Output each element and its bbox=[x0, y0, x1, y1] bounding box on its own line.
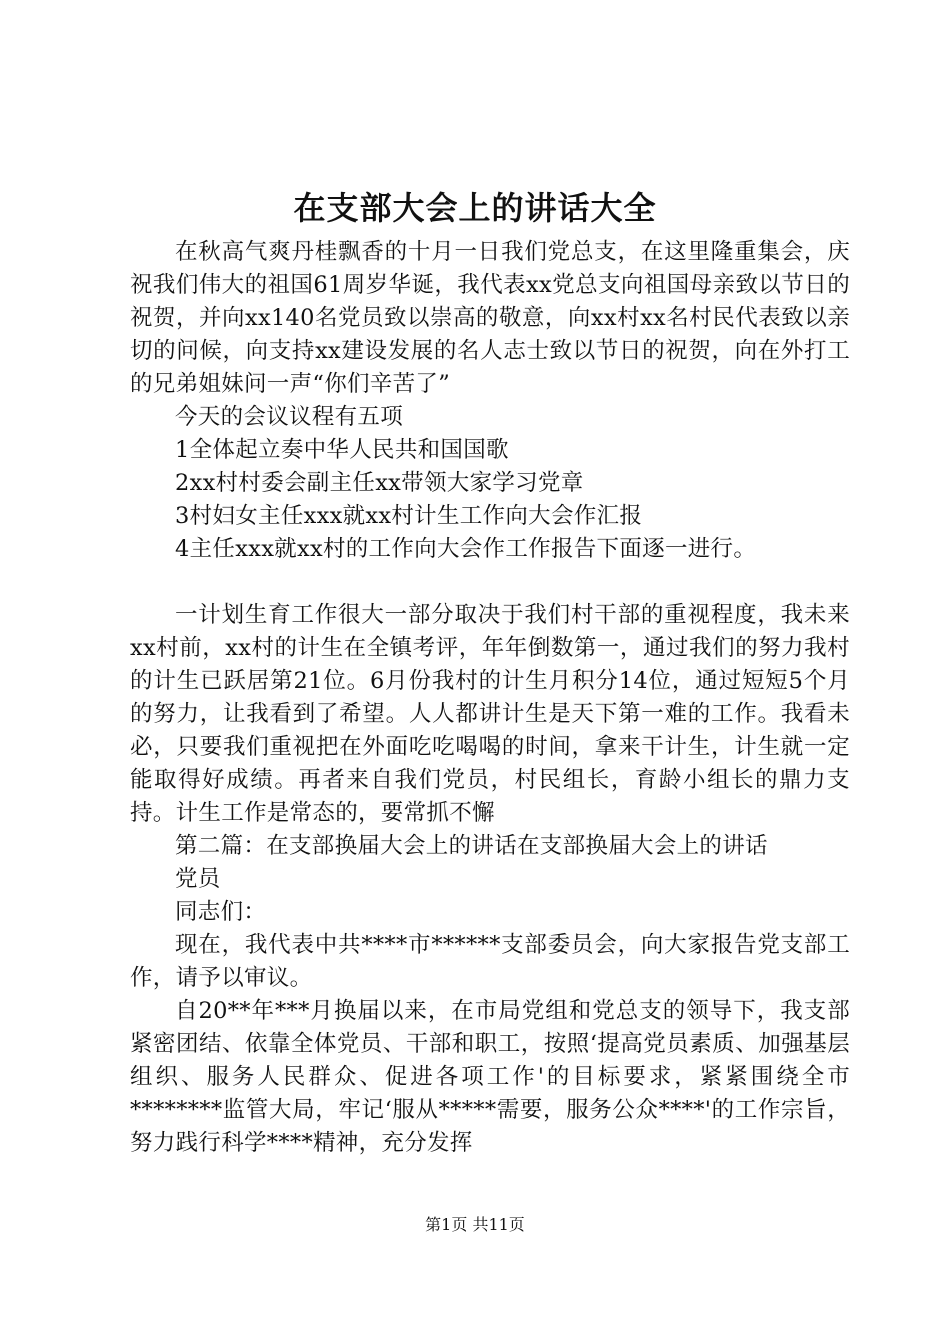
agenda-item-2: 2xx村村委会副主任xx带领大家学习党章 bbox=[175, 470, 584, 496]
page-footer: 第1页 共11页 bbox=[425, 1215, 525, 1234]
paragraph-spacer bbox=[130, 566, 850, 599]
paragraph-party-members: 党员 bbox=[175, 866, 221, 892]
paragraph-agenda-heading: 今天的会议议程有五项 bbox=[175, 404, 404, 430]
agenda-item-1: 1全体起立奏中华人民共和国国歌 bbox=[175, 437, 509, 463]
agenda-item-3: 3村妇女主任xxx就xx村计生工作向大会作汇报 bbox=[175, 503, 643, 529]
agenda-item-4: 4主任xxx就xx村的工作向大会作工作报告下面逐一进行。 bbox=[175, 536, 757, 562]
paragraph-salutation: 同志们： bbox=[175, 899, 267, 925]
paragraph-second-article-heading: 第二篇：在支部换届大会上的讲话在支部换届大会上的讲话 bbox=[175, 833, 768, 859]
document-title: 在支部大会上的讲话大全 bbox=[293, 189, 657, 227]
paragraph-family-planning: 一计划生育工作很大一部分取决于我们村干部的重视程度，我未来xx村前，xx村的计生在全镇考评，年年倒数第一，通过我们的努力我村的计生已跃居第21位。6月份我村的计生月积分14位，通过短短5个月的努力，让我看到了希望。人人都讲计生是天下第一难的工作。我看未必，只要我们重视把在外面吃吃喝喝的时间，拿来干计生，计生就一定能取得好成绩。再者来自我们党员，村民组长，育龄小组长的鼎力支持。计生工作是常态的，要常抓不懈 bbox=[130, 602, 850, 826]
document-body bbox=[130, 236, 850, 1160]
paragraph-report-intro: 现在，我代表中共****市******支部委员会，向大家报告党支部工作，请予以审议。 bbox=[130, 932, 850, 991]
paragraph-intro: 在秋高气爽丹桂飘香的十月一日我们党总支，在这里隆重集会，庆祝我们伟大的祖国61周岁华诞，我代表xx党总支向祖国母亲致以节日的祝贺，并向xx140名党员致以崇高的敬意，向xx村xx名村民代表致以亲切的问候，向支持xx建设发展的名人志士致以节日的祝贺，向在外打工的兄弟姐妹问一声“你们辛苦了” bbox=[130, 239, 850, 397]
paragraph-report-body: 自20**年***月换届以来，在市局党组和党总支的领导下，我支部紧密团结、依靠全体党员、干部和职工，按照‘提高党员素质、加强基层组织、服务人民群众、促进各项工作'的目标要求，紧紧围绕全市********监管大局，牢记‘服从*****需要，服务公众****'的工作宗旨，努力践行科学****精神，充分发挥 bbox=[130, 998, 850, 1156]
